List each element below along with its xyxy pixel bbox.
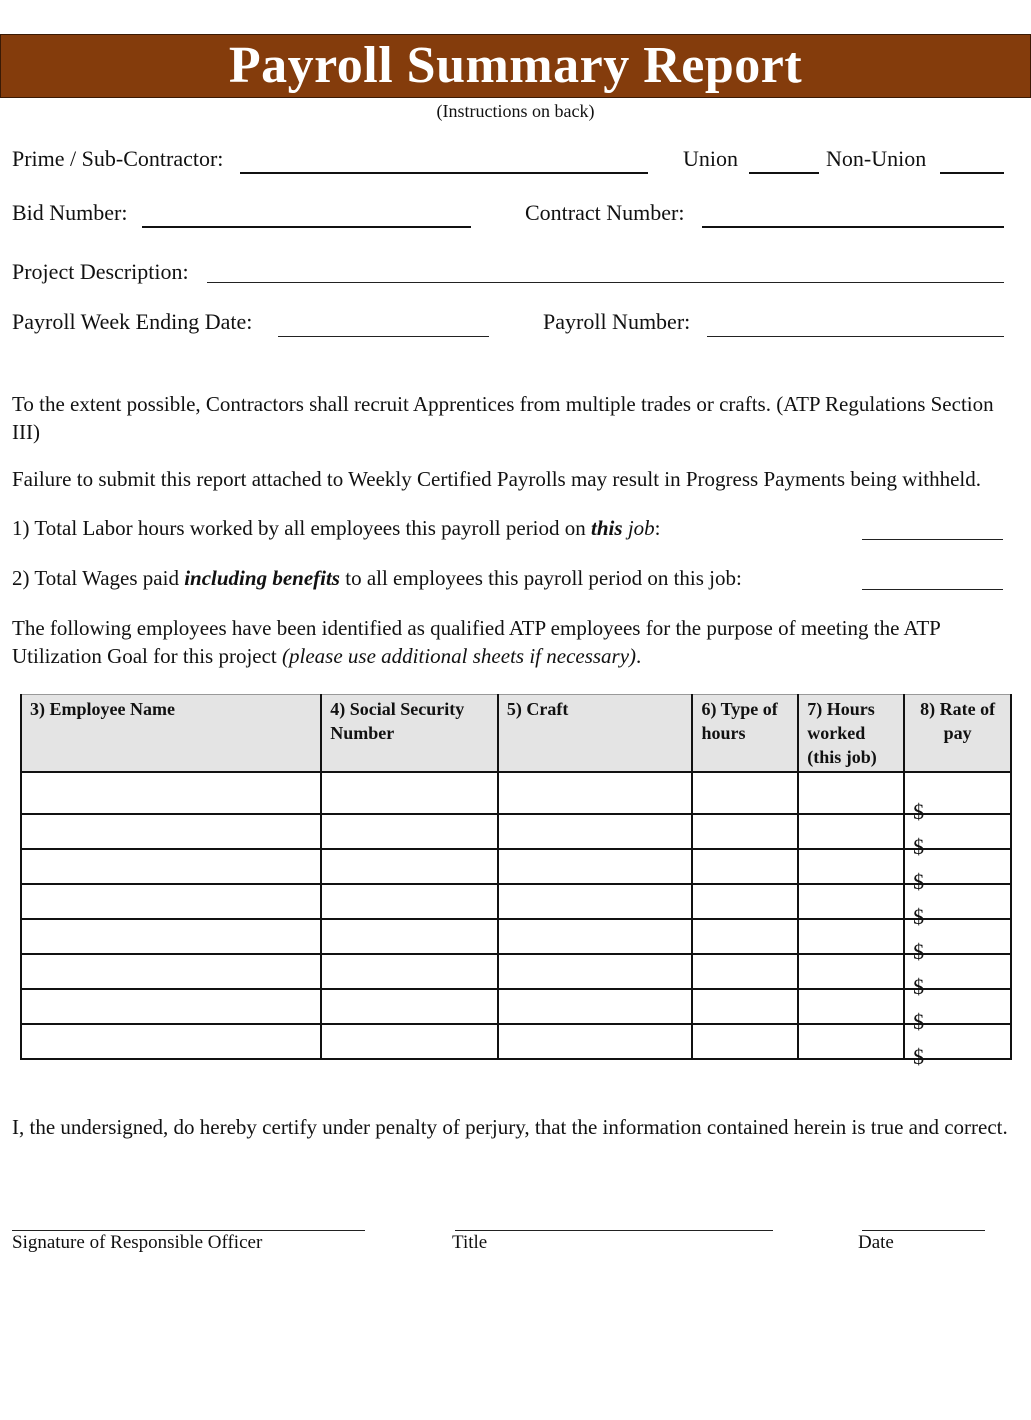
signature-label: Signature of Responsible Officer [12, 1232, 263, 1253]
hours-worked-cell[interactable] [798, 884, 904, 919]
certify-paragraph: I, the undersigned, do hereby certify under penalty of perjury, that the information contained herein is true and correct. [12, 1115, 1008, 1139]
non-union-input-line[interactable] [940, 172, 1004, 174]
following-text: The following employees have been identified as qualified ATP employees for the purpose of meeting the ATP Utilization Goal for this project [12, 616, 941, 668]
project-description-input-line[interactable] [207, 282, 1004, 283]
craft-cell[interactable] [498, 814, 693, 849]
project-description-label: Project Description: [12, 259, 189, 284]
ssn-cell[interactable] [321, 772, 498, 814]
rate-of-pay-cell[interactable] [904, 989, 1011, 1034]
table-row [21, 814, 1011, 849]
hours-worked-cell[interactable] [798, 814, 904, 849]
type-of-hours-cell[interactable] [692, 814, 798, 849]
rate-of-pay-cell[interactable] [904, 814, 1011, 859]
table-row [21, 1024, 1011, 1059]
q2-text-end: to all employees this payroll period on this job: [339, 566, 742, 590]
header-employee-name: 3) Employee Name [21, 695, 321, 773]
type-of-hours-cell[interactable] [692, 849, 798, 884]
type-of-hours-cell[interactable] [692, 989, 798, 1024]
contract-number-input-line[interactable] [702, 226, 1004, 228]
contract-number-label: Contract Number: [525, 200, 685, 225]
table-row [21, 849, 1011, 884]
following-italic: (please use additional sheets if necessary) [282, 644, 637, 668]
dollar-sign: $ [913, 869, 925, 894]
prime-sub-label: Prime / Sub-Contractor: [12, 146, 224, 171]
header-craft: 5) Craft [498, 695, 693, 773]
week-ending-label: Payroll Week Ending Date: [12, 309, 253, 334]
employee-name-cell[interactable] [21, 884, 321, 919]
ssn-cell[interactable] [321, 814, 498, 849]
rate-of-pay-cell[interactable] [904, 1024, 1011, 1069]
title-banner [0, 34, 1031, 98]
non-union-label: Non-Union [826, 146, 927, 171]
table-header-row [21, 695, 1011, 773]
header-type-of-hours: 6) Type of hours [692, 695, 798, 773]
header-hours-worked: 7) Hours worked (this job) [798, 695, 904, 773]
bid-number-input-line[interactable] [142, 226, 471, 228]
title-line[interactable] [455, 1230, 773, 1231]
recruit-paragraph: To the extent possible, Contractors shall recruit Apprentices from multiple trades or crafts. (ATP Regulations Section III) [12, 392, 994, 444]
table-row [21, 884, 1011, 919]
dollar-sign: $ [913, 939, 925, 964]
rate-of-pay-cell[interactable] [904, 919, 1011, 964]
rate-of-pay-cell[interactable] [904, 954, 1011, 999]
craft-cell[interactable] [498, 772, 693, 814]
total-wages-input-line[interactable] [862, 589, 1003, 590]
q1-text: 1) Total Labor hours worked by all employees this payroll period on [12, 516, 592, 540]
craft-cell[interactable] [498, 989, 693, 1024]
craft-cell[interactable] [498, 849, 693, 884]
type-of-hours-cell[interactable] [692, 919, 798, 954]
bid-number-label: Bid Number: [12, 200, 128, 225]
employee-name-cell[interactable] [21, 919, 321, 954]
hours-worked-cell[interactable] [798, 919, 904, 954]
hours-worked-cell[interactable] [798, 954, 904, 989]
type-of-hours-cell[interactable] [692, 884, 798, 919]
q1-colon: : [654, 516, 661, 540]
date-line[interactable] [862, 1230, 985, 1231]
type-of-hours-cell[interactable] [692, 1024, 798, 1059]
dollar-sign: $ [913, 974, 925, 999]
ssn-cell[interactable] [321, 989, 498, 1024]
table-body [21, 772, 1011, 1069]
labor-hours-question [12, 514, 661, 542]
rate-of-pay-cell[interactable] [904, 772, 1011, 824]
type-of-hours-cell[interactable] [692, 772, 798, 814]
signature-line[interactable] [12, 1230, 365, 1231]
total-wages-question [12, 564, 742, 592]
ssn-cell[interactable] [321, 1024, 498, 1059]
ssn-cell[interactable] [321, 849, 498, 884]
table-row [21, 919, 1011, 954]
q2-bold: including benefits [184, 566, 340, 590]
ssn-cell[interactable] [321, 954, 498, 989]
prime-sub-input-line[interactable] [240, 172, 648, 174]
hours-worked-cell[interactable] [798, 1024, 904, 1059]
table-row [21, 989, 1011, 1024]
q1-bold: this [591, 516, 623, 540]
payroll-number-input-line[interactable] [707, 336, 1004, 337]
q2-text: 2) Total Wages paid [12, 566, 185, 590]
instructions-note: (Instructions on back) [436, 101, 595, 121]
dollar-sign: $ [913, 834, 925, 859]
table-row [21, 954, 1011, 989]
employee-name-cell[interactable] [21, 772, 321, 814]
header-ssn: 4) Social Security Number [321, 695, 498, 773]
employee-table [20, 694, 1012, 1069]
title-label: Title [452, 1232, 488, 1253]
employee-name-cell[interactable] [21, 1024, 321, 1059]
type-of-hours-cell[interactable] [692, 954, 798, 989]
page-title: Payroll Summary Report [228, 37, 803, 94]
dollar-sign: $ [913, 799, 925, 824]
union-input-line[interactable] [749, 172, 819, 174]
labor-hours-input-line[interactable] [862, 539, 1003, 540]
dollar-sign: $ [913, 1044, 925, 1069]
following-paragraph [12, 614, 1012, 670]
following-end: . [636, 644, 642, 668]
employee-name-cell[interactable] [21, 849, 321, 884]
date-label: Date [858, 1232, 894, 1253]
hours-worked-cell[interactable] [798, 989, 904, 1024]
employee-name-cell[interactable] [21, 954, 321, 989]
ssn-cell[interactable] [321, 919, 498, 954]
failure-paragraph: Failure to submit this report attached to Weekly Certified Payrolls may result in Progress Payments being withheld. [12, 467, 982, 491]
craft-cell[interactable] [498, 884, 693, 919]
employee-name-cell[interactable] [21, 989, 321, 1024]
hours-worked-cell[interactable] [798, 772, 904, 814]
craft-cell[interactable] [498, 919, 693, 954]
craft-cell[interactable] [498, 1024, 693, 1059]
header-rate-of-pay: 8) Rate of pay [904, 695, 1011, 773]
dollar-sign: $ [913, 904, 925, 929]
rate-of-pay-cell[interactable] [904, 849, 1011, 894]
employee-name-cell[interactable] [21, 814, 321, 849]
union-label: Union [683, 146, 738, 171]
week-ending-input-line[interactable] [278, 336, 489, 337]
q1-italic: job [622, 516, 655, 540]
dollar-sign: $ [913, 1009, 925, 1034]
ssn-cell[interactable] [321, 884, 498, 919]
hours-worked-cell[interactable] [798, 849, 904, 884]
craft-cell[interactable] [498, 954, 693, 989]
rate-of-pay-cell[interactable] [904, 884, 1011, 929]
payroll-number-label: Payroll Number: [543, 309, 691, 334]
table-row [21, 772, 1011, 814]
